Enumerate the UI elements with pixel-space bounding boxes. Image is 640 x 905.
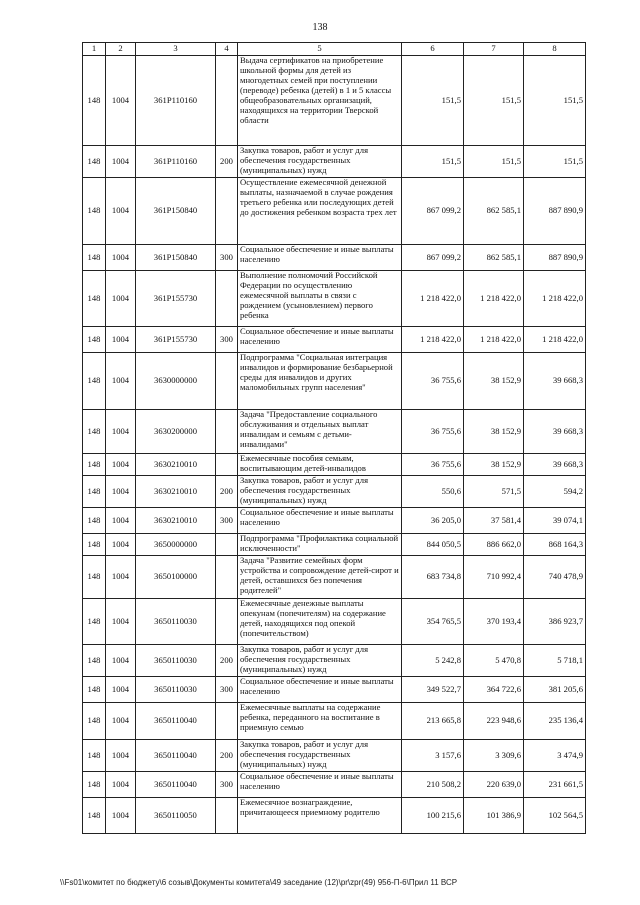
cell-section-code: 1004 — [106, 534, 136, 556]
cell-section-code: 1004 — [106, 178, 136, 245]
cell-amount-year-1: 36 755,6 — [402, 410, 464, 454]
cell-amount-year-2: 38 152,9 — [464, 410, 524, 454]
cell-admin-code: 148 — [83, 178, 106, 245]
cell-amount-year-1: 867 099,2 — [402, 178, 464, 245]
cell-target-article: 361P150840 — [136, 245, 216, 271]
table-row — [83, 599, 586, 645]
cell-expense-type — [216, 454, 238, 476]
cell-amount-year-2: 151,5 — [464, 146, 524, 178]
cell-description: Закупка товаров, работ и услуг для обеспечения государственных (муниципальных) нужд — [238, 740, 402, 772]
cell-amount-year-1: 213 665,8 — [402, 703, 464, 740]
table-row — [83, 327, 586, 353]
cell-amount-year-2: 364 722,6 — [464, 677, 524, 703]
cell-amount-year-3: 1 218 422,0 — [524, 327, 586, 353]
cell-section-code: 1004 — [106, 703, 136, 740]
cell-amount-year-3: 151,5 — [524, 56, 586, 146]
page-number: 138 — [312, 22, 328, 33]
cell-amount-year-1: 354 765,5 — [402, 599, 464, 645]
table-row — [83, 353, 586, 410]
cell-amount-year-3: 39 668,3 — [524, 410, 586, 454]
cell-admin-code: 148 — [83, 740, 106, 772]
cell-expense-type — [216, 410, 238, 454]
cell-expense-type — [216, 703, 238, 740]
cell-expense-type — [216, 798, 238, 834]
cell-target-article: 3650100000 — [136, 556, 216, 599]
cell-target-article: 3650000000 — [136, 534, 216, 556]
cell-amount-year-3: 39 074,1 — [524, 508, 586, 534]
cell-target-article: 3630210010 — [136, 508, 216, 534]
cell-target-article: 3630210010 — [136, 476, 216, 508]
cell-amount-year-3: 3 474,9 — [524, 740, 586, 772]
cell-amount-year-1: 210 508,2 — [402, 772, 464, 798]
cell-description: Выдача сертификатов на приобретение школьной формы для детей из многодетных семей при поступлении (переводе) ребенка (детей) в 1 и 5 классы общеобразовательных организаций, находящихся на территории Тверской области — [238, 56, 402, 146]
cell-admin-code: 148 — [83, 534, 106, 556]
table-row — [83, 740, 586, 772]
cell-amount-year-2: 710 992,4 — [464, 556, 524, 599]
cell-expense-type: 200 — [216, 740, 238, 772]
cell-amount-year-3: 235 136,4 — [524, 703, 586, 740]
cell-amount-year-1: 550,6 — [402, 476, 464, 508]
cell-target-article: 3650110040 — [136, 740, 216, 772]
cell-section-code: 1004 — [106, 327, 136, 353]
header-col-1: 1 — [83, 43, 106, 56]
cell-amount-year-2: 886 662,0 — [464, 534, 524, 556]
cell-expense-type: 200 — [216, 476, 238, 508]
cell-section-code: 1004 — [106, 798, 136, 834]
table-row — [83, 178, 586, 245]
cell-amount-year-2: 38 152,9 — [464, 353, 524, 410]
cell-expense-type: 300 — [216, 508, 238, 534]
cell-amount-year-1: 5 242,8 — [402, 645, 464, 677]
cell-amount-year-1: 36 755,6 — [402, 353, 464, 410]
cell-section-code: 1004 — [106, 556, 136, 599]
cell-amount-year-2: 571,5 — [464, 476, 524, 508]
cell-section-code: 1004 — [106, 645, 136, 677]
cell-amount-year-3: 381 205,6 — [524, 677, 586, 703]
cell-amount-year-3: 102 564,5 — [524, 798, 586, 834]
cell-admin-code: 148 — [83, 599, 106, 645]
header-col-5: 5 — [238, 43, 402, 56]
cell-admin-code: 148 — [83, 454, 106, 476]
cell-description: Задача "Развитие семейных форм устройства и сопровождение детей-сирот и детей, оставшихся без попечения родителей" — [238, 556, 402, 599]
cell-amount-year-3: 231 661,5 — [524, 772, 586, 798]
cell-expense-type — [216, 599, 238, 645]
cell-amount-year-3: 151,5 — [524, 146, 586, 178]
cell-amount-year-1: 151,5 — [402, 146, 464, 178]
cell-amount-year-3: 887 890,9 — [524, 178, 586, 245]
cell-description: Закупка товаров, работ и услуг для обеспечения государственных (муниципальных) нужд — [238, 645, 402, 677]
cell-section-code: 1004 — [106, 508, 136, 534]
cell-amount-year-2: 862 585,1 — [464, 178, 524, 245]
cell-expense-type: 300 — [216, 245, 238, 271]
cell-section-code: 1004 — [106, 410, 136, 454]
cell-section-code: 1004 — [106, 271, 136, 327]
table-row — [83, 410, 586, 454]
cell-amount-year-2: 101 386,9 — [464, 798, 524, 834]
cell-section-code: 1004 — [106, 740, 136, 772]
cell-target-article: 3630000000 — [136, 353, 216, 410]
cell-target-article: 361P110160 — [136, 146, 216, 178]
cell-amount-year-2: 223 948,6 — [464, 703, 524, 740]
cell-admin-code: 148 — [83, 556, 106, 599]
cell-description: Закупка товаров, работ и услуг для обеспечения государственных (муниципальных) нужд — [238, 146, 402, 178]
header-col-2: 2 — [106, 43, 136, 56]
cell-section-code: 1004 — [106, 146, 136, 178]
cell-amount-year-2: 38 152,9 — [464, 454, 524, 476]
cell-description: Задача "Предоставление социального обслуживания и отдельных выплат инвалидам и семьям с детьми-инвалидами" — [238, 410, 402, 454]
header-col-4: 4 — [216, 43, 238, 56]
cell-expense-type — [216, 353, 238, 410]
cell-target-article: 361P150840 — [136, 178, 216, 245]
cell-amount-year-3: 740 478,9 — [524, 556, 586, 599]
cell-target-article: 3650110050 — [136, 798, 216, 834]
cell-amount-year-1: 683 734,8 — [402, 556, 464, 599]
cell-admin-code: 148 — [83, 677, 106, 703]
cell-amount-year-1: 100 215,6 — [402, 798, 464, 834]
cell-amount-year-3: 386 923,7 — [524, 599, 586, 645]
cell-section-code: 1004 — [106, 772, 136, 798]
table-row — [83, 454, 586, 476]
cell-target-article: 361P110160 — [136, 56, 216, 146]
table-row — [83, 556, 586, 599]
table-row — [83, 476, 586, 508]
cell-target-article: 3650110030 — [136, 599, 216, 645]
cell-admin-code: 148 — [83, 798, 106, 834]
cell-amount-year-1: 867 099,2 — [402, 245, 464, 271]
cell-admin-code: 148 — [83, 410, 106, 454]
cell-expense-type: 300 — [216, 772, 238, 798]
header-row — [83, 43, 586, 56]
cell-description: Осуществление ежемесячной денежной выплаты, назначаемой в случае рождения третьего ребенка или последующих детей до достижения ребенком возраста трех лет — [238, 178, 402, 245]
header-col-3: 3 — [136, 43, 216, 56]
cell-target-article: 361P155730 — [136, 271, 216, 327]
cell-amount-year-2: 370 193,4 — [464, 599, 524, 645]
cell-admin-code: 148 — [83, 146, 106, 178]
table-row — [83, 508, 586, 534]
table-row — [83, 645, 586, 677]
header-col-8: 8 — [524, 43, 586, 56]
cell-target-article: 361P155730 — [136, 327, 216, 353]
budget-table — [82, 42, 586, 834]
table-row — [83, 772, 586, 798]
cell-amount-year-2: 862 585,1 — [464, 245, 524, 271]
cell-expense-type — [216, 534, 238, 556]
cell-amount-year-2: 3 309,6 — [464, 740, 524, 772]
cell-amount-year-1: 36 755,6 — [402, 454, 464, 476]
footer-file-path: \\Fs01\комитет по бюджету\6 созыв\Документы комитета\49 заседание (12)\pr\zpr(49) 956-П-6\Прил 11 ВСР — [60, 878, 458, 887]
cell-description: Выполнение полномочий Российской Федерации по осуществлению ежемесячной выплаты в связи с рождением (усыновлением) первого ребенка — [238, 271, 402, 327]
cell-target-article: 3630210010 — [136, 454, 216, 476]
cell-amount-year-2: 1 218 422,0 — [464, 327, 524, 353]
cell-amount-year-3: 39 668,3 — [524, 454, 586, 476]
header-col-7: 7 — [464, 43, 524, 56]
cell-description: Социальное обеспечение и иные выплаты населению — [238, 677, 402, 703]
cell-amount-year-1: 3 157,6 — [402, 740, 464, 772]
cell-expense-type — [216, 271, 238, 327]
table-row — [83, 798, 586, 834]
table-row — [83, 56, 586, 146]
cell-section-code: 1004 — [106, 599, 136, 645]
cell-amount-year-2: 37 581,4 — [464, 508, 524, 534]
cell-description: Подпрограмма "Социальная интеграция инвалидов и формирование безбарьерной среды для инвалидов и других маломобильных групп населения" — [238, 353, 402, 410]
cell-description: Ежемесячные денежные выплаты опекунам (попечителям) на содержание детей, находящихся под опекой (попечительством) — [238, 599, 402, 645]
cell-description: Социальное обеспечение и иные выплаты населению — [238, 508, 402, 534]
cell-admin-code: 148 — [83, 508, 106, 534]
cell-admin-code: 148 — [83, 56, 106, 146]
cell-expense-type: 200 — [216, 146, 238, 178]
cell-description: Подпрограмма "Профилактика социальной исключенности" — [238, 534, 402, 556]
cell-admin-code: 148 — [83, 703, 106, 740]
cell-description: Ежемесячные выплаты на содержание ребенка, переданного на воспитание в приемную семью — [238, 703, 402, 740]
cell-target-article: 3650110040 — [136, 772, 216, 798]
cell-section-code: 1004 — [106, 56, 136, 146]
cell-description: Закупка товаров, работ и услуг для обеспечения государственных (муниципальных) нужд — [238, 476, 402, 508]
cell-description: Социальное обеспечение и иные выплаты населению — [238, 772, 402, 798]
table-row — [83, 271, 586, 327]
cell-admin-code: 148 — [83, 476, 106, 508]
cell-admin-code: 148 — [83, 327, 106, 353]
cell-admin-code: 148 — [83, 772, 106, 798]
cell-expense-type: 200 — [216, 645, 238, 677]
cell-description: Социальное обеспечение и иные выплаты населению — [238, 327, 402, 353]
cell-amount-year-3: 887 890,9 — [524, 245, 586, 271]
cell-amount-year-3: 5 718,1 — [524, 645, 586, 677]
cell-section-code: 1004 — [106, 245, 136, 271]
cell-expense-type: 300 — [216, 327, 238, 353]
cell-expense-type — [216, 56, 238, 146]
cell-amount-year-3: 39 668,3 — [524, 353, 586, 410]
cell-amount-year-1: 1 218 422,0 — [402, 327, 464, 353]
table-row — [83, 534, 586, 556]
cell-amount-year-2: 1 218 422,0 — [464, 271, 524, 327]
table-row — [83, 703, 586, 740]
table-row — [83, 245, 586, 271]
cell-description: Ежемесячное вознаграждение, причитающееся приемному родителю — [238, 798, 402, 834]
cell-section-code: 1004 — [106, 454, 136, 476]
cell-amount-year-1: 151,5 — [402, 56, 464, 146]
cell-target-article: 3650110030 — [136, 645, 216, 677]
cell-admin-code: 148 — [83, 645, 106, 677]
cell-section-code: 1004 — [106, 476, 136, 508]
cell-amount-year-2: 220 639,0 — [464, 772, 524, 798]
cell-target-article: 3630200000 — [136, 410, 216, 454]
table-row — [83, 677, 586, 703]
cell-amount-year-1: 36 205,0 — [402, 508, 464, 534]
cell-admin-code: 148 — [83, 353, 106, 410]
cell-target-article: 3650110040 — [136, 703, 216, 740]
cell-amount-year-3: 594,2 — [524, 476, 586, 508]
cell-amount-year-2: 151,5 — [464, 56, 524, 146]
cell-admin-code: 148 — [83, 245, 106, 271]
cell-amount-year-1: 1 218 422,0 — [402, 271, 464, 327]
cell-expense-type — [216, 556, 238, 599]
cell-expense-type: 300 — [216, 677, 238, 703]
cell-section-code: 1004 — [106, 353, 136, 410]
header-col-6: 6 — [402, 43, 464, 56]
cell-amount-year-2: 5 470,8 — [464, 645, 524, 677]
cell-amount-year-1: 844 050,5 — [402, 534, 464, 556]
table-row — [83, 146, 586, 178]
cell-amount-year-3: 868 164,3 — [524, 534, 586, 556]
cell-expense-type — [216, 178, 238, 245]
cell-target-article: 3650110030 — [136, 677, 216, 703]
cell-description: Социальное обеспечение и иные выплаты населению — [238, 245, 402, 271]
cell-amount-year-3: 1 218 422,0 — [524, 271, 586, 327]
cell-description: Ежемесячные пособия семьям, воспитывающим детей-инвалидов — [238, 454, 402, 476]
cell-amount-year-1: 349 522,7 — [402, 677, 464, 703]
cell-admin-code: 148 — [83, 271, 106, 327]
cell-section-code: 1004 — [106, 677, 136, 703]
